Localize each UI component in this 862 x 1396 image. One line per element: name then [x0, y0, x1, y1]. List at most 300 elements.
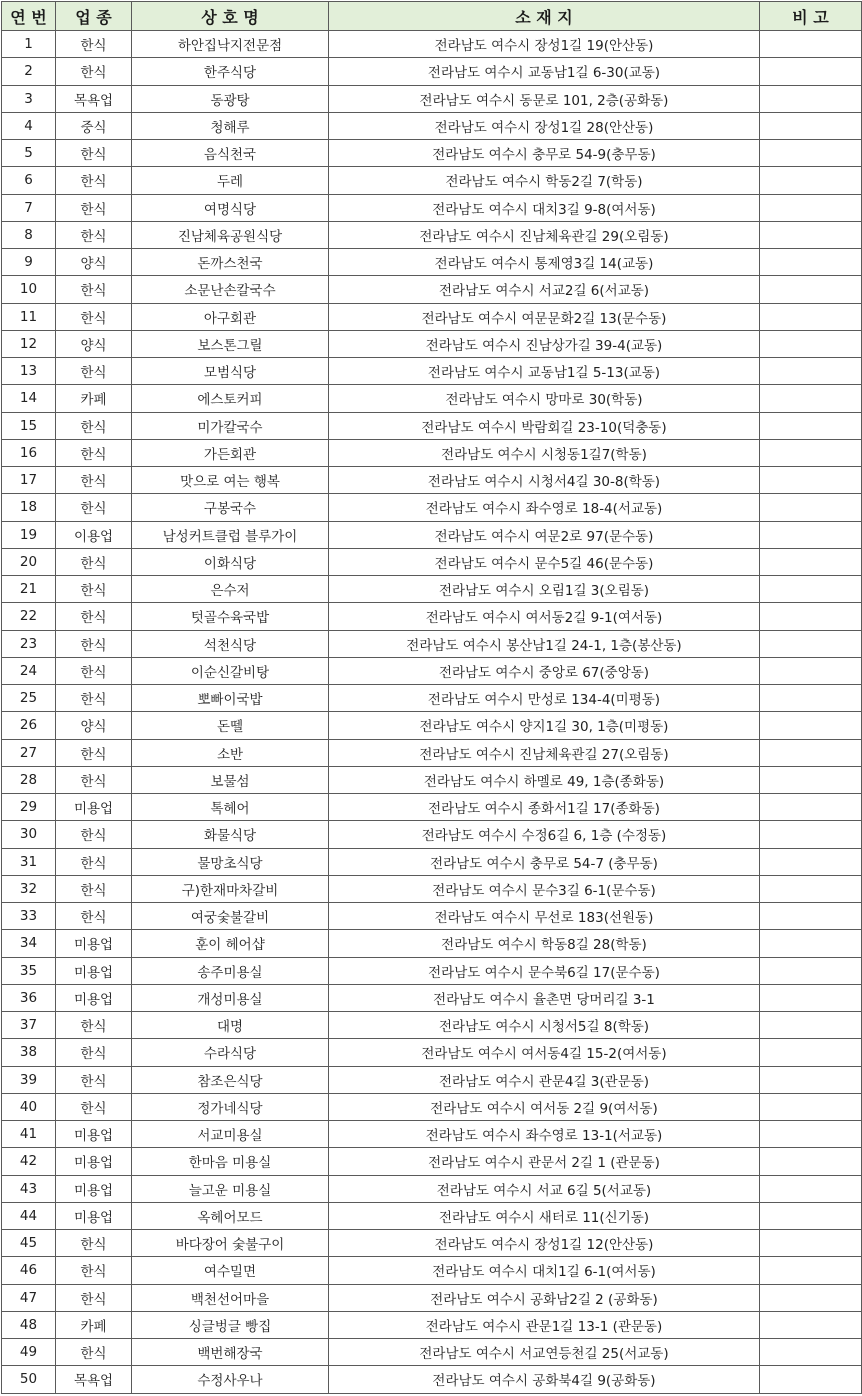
- cell-business-type: 한식: [56, 1284, 132, 1311]
- cell-business-type: 한식: [56, 657, 132, 684]
- table-row: [2, 85, 862, 112]
- cell-number: 40: [2, 1093, 56, 1120]
- cell-address: 전라남도 여수시 교동남1길 6-30(교동): [329, 58, 760, 85]
- cell-store-name: 미가칼국수: [132, 412, 329, 439]
- table-row: [2, 140, 862, 167]
- cell-business-type: 한식: [56, 1066, 132, 1093]
- cell-number: 17: [2, 467, 56, 494]
- cell-address: 전라남도 여수시 관문4길 3(관문동): [329, 1066, 760, 1093]
- cell-note: [760, 1175, 862, 1202]
- cell-note: [760, 221, 862, 248]
- cell-business-type: 미용업: [56, 1202, 132, 1229]
- cell-number: 48: [2, 1311, 56, 1338]
- cell-business-type: 한식: [56, 1339, 132, 1366]
- cell-address: 전라남도 여수시 문수5길 46(문수동): [329, 548, 760, 575]
- cell-address: 전라남도 여수시 관문서 2길 1 (관문동): [329, 1148, 760, 1175]
- cell-number: 32: [2, 875, 56, 902]
- cell-store-name: 옥헤어모드: [132, 1202, 329, 1229]
- cell-store-name: 구)한재마차갈비: [132, 875, 329, 902]
- table-row: [2, 794, 862, 821]
- cell-store-name: 참조은식당: [132, 1066, 329, 1093]
- table-row: [2, 1039, 862, 1066]
- cell-address: 전라남도 여수시 율촌면 당머리길 3-1: [329, 984, 760, 1011]
- cell-note: [760, 875, 862, 902]
- header-number: 연 번: [2, 2, 56, 31]
- cell-store-name: 톡헤어: [132, 794, 329, 821]
- cell-number: 47: [2, 1284, 56, 1311]
- cell-number: 29: [2, 794, 56, 821]
- cell-number: 44: [2, 1202, 56, 1229]
- cell-business-type: 한식: [56, 603, 132, 630]
- cell-store-name: 서교미용실: [132, 1121, 329, 1148]
- table-header: [2, 2, 862, 31]
- cell-note: [760, 330, 862, 357]
- cell-address: 전라남도 여수시 관문1길 13-1 (관문동): [329, 1311, 760, 1338]
- cell-business-type: 미용업: [56, 930, 132, 957]
- cell-store-name: 가든회관: [132, 439, 329, 466]
- cell-number: 22: [2, 603, 56, 630]
- cell-store-name: 송주미용실: [132, 957, 329, 984]
- cell-address: 전라남도 여수시 새터로 11(신기동): [329, 1202, 760, 1229]
- cell-note: [760, 984, 862, 1011]
- cell-business-type: 한식: [56, 903, 132, 930]
- cell-note: [760, 1202, 862, 1229]
- table-row: [2, 358, 862, 385]
- table-row: [2, 249, 862, 276]
- cell-number: 25: [2, 685, 56, 712]
- cell-address: 전라남도 여수시 여문2로 97(문수동): [329, 521, 760, 548]
- table-row: [2, 848, 862, 875]
- table-row: [2, 1175, 862, 1202]
- table-row: [2, 31, 862, 58]
- cell-number: 42: [2, 1148, 56, 1175]
- table-row: [2, 194, 862, 221]
- cell-store-name: 바다장어 숯불구이: [132, 1230, 329, 1257]
- cell-store-name: 백번해장국: [132, 1339, 329, 1366]
- cell-address: 전라남도 여수시 공화남2길 2 (공화동): [329, 1284, 760, 1311]
- cell-note: [760, 903, 862, 930]
- cell-address: 전라남도 여수시 서교 6길 5(서교동): [329, 1175, 760, 1202]
- cell-store-name: 이화식당: [132, 548, 329, 575]
- header-store-name: 상 호 명: [132, 2, 329, 31]
- cell-address: 전라남도 여수시 여서동4길 15-2(여서동): [329, 1039, 760, 1066]
- table-row: [2, 1012, 862, 1039]
- cell-note: [760, 1093, 862, 1120]
- cell-business-type: 미용업: [56, 957, 132, 984]
- cell-store-name: 여명식당: [132, 194, 329, 221]
- cell-number: 45: [2, 1230, 56, 1257]
- table-row: [2, 1148, 862, 1175]
- cell-number: 38: [2, 1039, 56, 1066]
- cell-address: 전라남도 여수시 시청서4길 30-8(학동): [329, 467, 760, 494]
- table-row: [2, 112, 862, 139]
- cell-business-type: 중식: [56, 112, 132, 139]
- cell-address: 전라남도 여수시 좌수영로 18-4(서교동): [329, 494, 760, 521]
- cell-store-name: 소문난손칼국수: [132, 276, 329, 303]
- table-row: [2, 548, 862, 575]
- table-row: [2, 903, 862, 930]
- table-row: [2, 494, 862, 521]
- cell-business-type: 양식: [56, 249, 132, 276]
- cell-address: 전라남도 여수시 서교2길 6(서교동): [329, 276, 760, 303]
- header-address: 소 재 지: [329, 2, 760, 31]
- cell-number: 11: [2, 303, 56, 330]
- cell-store-name: 한마음 미용실: [132, 1148, 329, 1175]
- cell-number: 7: [2, 194, 56, 221]
- cell-note: [760, 412, 862, 439]
- cell-store-name: 뽀빠이국밥: [132, 685, 329, 712]
- cell-business-type: 한식: [56, 739, 132, 766]
- header-note: 비 고: [760, 2, 862, 31]
- table-row: [2, 576, 862, 603]
- cell-note: [760, 31, 862, 58]
- cell-business-type: 한식: [56, 1093, 132, 1120]
- cell-store-name: 물망초식당: [132, 848, 329, 875]
- cell-store-name: 대명: [132, 1012, 329, 1039]
- cell-business-type: 한식: [56, 1257, 132, 1284]
- cell-note: [760, 276, 862, 303]
- cell-number: 9: [2, 249, 56, 276]
- cell-address: 전라남도 여수시 좌수영로 13-1(서교동): [329, 1121, 760, 1148]
- table-row: [2, 821, 862, 848]
- cell-note: [760, 58, 862, 85]
- cell-number: 4: [2, 112, 56, 139]
- cell-number: 5: [2, 140, 56, 167]
- cell-address: 전라남도 여수시 종화서1길 17(종화동): [329, 794, 760, 821]
- cell-store-name: 에스토커피: [132, 385, 329, 412]
- cell-note: [760, 467, 862, 494]
- cell-business-type: 한식: [56, 875, 132, 902]
- cell-business-type: 미용업: [56, 794, 132, 821]
- cell-number: 39: [2, 1066, 56, 1093]
- cell-number: 16: [2, 439, 56, 466]
- cell-note: [760, 794, 862, 821]
- table-row: [2, 603, 862, 630]
- cell-business-type: 한식: [56, 1039, 132, 1066]
- cell-note: [760, 657, 862, 684]
- cell-business-type: 한식: [56, 630, 132, 657]
- cell-store-name: 개성미용실: [132, 984, 329, 1011]
- cell-note: [760, 1148, 862, 1175]
- cell-business-type: 한식: [56, 358, 132, 385]
- cell-business-type: 카페: [56, 385, 132, 412]
- table-row: [2, 276, 862, 303]
- cell-note: [760, 521, 862, 548]
- cell-address: 전라남도 여수시 통제영3길 14(교동): [329, 249, 760, 276]
- cell-business-type: 이용업: [56, 521, 132, 548]
- cell-number: 43: [2, 1175, 56, 1202]
- table-row: [2, 1257, 862, 1284]
- cell-number: 35: [2, 957, 56, 984]
- cell-note: [760, 1366, 862, 1393]
- cell-note: [760, 1066, 862, 1093]
- cell-address: 전라남도 여수시 여서동2길 9-1(여서동): [329, 603, 760, 630]
- cell-store-name: 한주식당: [132, 58, 329, 85]
- table-row: [2, 521, 862, 548]
- table-body: [2, 31, 862, 1394]
- cell-store-name: 두레: [132, 167, 329, 194]
- cell-business-type: 한식: [56, 439, 132, 466]
- cell-business-type: 한식: [56, 194, 132, 221]
- table-row: [2, 412, 862, 439]
- cell-store-name: 늘고운 미용실: [132, 1175, 329, 1202]
- cell-note: [760, 848, 862, 875]
- table-row: [2, 957, 862, 984]
- cell-store-name: 구봉국수: [132, 494, 329, 521]
- cell-address: 전라남도 여수시 학동8길 28(학동): [329, 930, 760, 957]
- cell-note: [760, 603, 862, 630]
- cell-business-type: 한식: [56, 685, 132, 712]
- cell-business-type: 미용업: [56, 1121, 132, 1148]
- cell-store-name: 화물식당: [132, 821, 329, 848]
- cell-number: 18: [2, 494, 56, 521]
- cell-number: 46: [2, 1257, 56, 1284]
- cell-address: 전라남도 여수시 학동2길 7(학동): [329, 167, 760, 194]
- cell-business-type: 목욕업: [56, 1366, 132, 1393]
- cell-number: 26: [2, 712, 56, 739]
- cell-note: [760, 930, 862, 957]
- table-row: [2, 167, 862, 194]
- cell-note: [760, 548, 862, 575]
- cell-business-type: 한식: [56, 494, 132, 521]
- cell-address: 전라남도 여수시 망마로 30(학동): [329, 385, 760, 412]
- cell-number: 2: [2, 58, 56, 85]
- cell-business-type: 한식: [56, 303, 132, 330]
- cell-business-type: 한식: [56, 412, 132, 439]
- cell-number: 36: [2, 984, 56, 1011]
- cell-note: [760, 957, 862, 984]
- cell-business-type: 한식: [56, 848, 132, 875]
- cell-number: 12: [2, 330, 56, 357]
- cell-store-name: 싱글벙글 빵집: [132, 1311, 329, 1338]
- cell-business-type: 한식: [56, 766, 132, 793]
- cell-number: 13: [2, 358, 56, 385]
- cell-business-type: 목욕업: [56, 85, 132, 112]
- table-row: [2, 1366, 862, 1393]
- cell-note: [760, 167, 862, 194]
- cell-store-name: 돈까스천국: [132, 249, 329, 276]
- table-row: [2, 58, 862, 85]
- cell-store-name: 남성커트클럽 블루가이: [132, 521, 329, 548]
- cell-number: 49: [2, 1339, 56, 1366]
- cell-store-name: 정가네식당: [132, 1093, 329, 1120]
- cell-business-type: 미용업: [56, 1148, 132, 1175]
- cell-business-type: 한식: [56, 576, 132, 603]
- cell-business-type: 한식: [56, 1230, 132, 1257]
- cell-store-name: 여수밀면: [132, 1257, 329, 1284]
- cell-address: 전라남도 여수시 하멜로 49, 1층(종화동): [329, 766, 760, 793]
- cell-store-name: 맛으로 여는 행복: [132, 467, 329, 494]
- cell-note: [760, 685, 862, 712]
- cell-note: [760, 249, 862, 276]
- cell-address: 전라남도 여수시 대치1길 6-1(여서동): [329, 1257, 760, 1284]
- cell-note: [760, 821, 862, 848]
- cell-store-name: 은수저: [132, 576, 329, 603]
- cell-business-type: 한식: [56, 31, 132, 58]
- cell-address: 전라남도 여수시 진남상가길 39-4(교동): [329, 330, 760, 357]
- header-row: [2, 2, 862, 31]
- cell-note: [760, 1012, 862, 1039]
- cell-business-type: 한식: [56, 167, 132, 194]
- cell-store-name: 청해루: [132, 112, 329, 139]
- cell-number: 15: [2, 412, 56, 439]
- cell-number: 30: [2, 821, 56, 848]
- cell-address: 전라남도 여수시 여문문화2길 13(문수동): [329, 303, 760, 330]
- cell-address: 전라남도 여수시 중앙로 67(중앙동): [329, 657, 760, 684]
- cell-address: 전라남도 여수시 대치3길 9-8(여서동): [329, 194, 760, 221]
- cell-number: 14: [2, 385, 56, 412]
- cell-note: [760, 358, 862, 385]
- cell-number: 33: [2, 903, 56, 930]
- cell-note: [760, 712, 862, 739]
- cell-note: [760, 1257, 862, 1284]
- cell-address: 전라남도 여수시 봉산남1길 24-1, 1층(봉산동): [329, 630, 760, 657]
- cell-store-name: 백천선어마을: [132, 1284, 329, 1311]
- table-row: [2, 712, 862, 739]
- table-row: [2, 1311, 862, 1338]
- cell-business-type: 양식: [56, 330, 132, 357]
- cell-business-type: 한식: [56, 548, 132, 575]
- cell-address: 전라남도 여수시 시청서5길 8(학동): [329, 1012, 760, 1039]
- cell-store-name: 보물섬: [132, 766, 329, 793]
- cell-note: [760, 1039, 862, 1066]
- table-row: [2, 221, 862, 248]
- cell-note: [760, 1284, 862, 1311]
- cell-number: 10: [2, 276, 56, 303]
- cell-store-name: 수라식당: [132, 1039, 329, 1066]
- cell-note: [760, 1230, 862, 1257]
- cell-address: 전라남도 여수시 서교연등천길 25(서교동): [329, 1339, 760, 1366]
- cell-number: 21: [2, 576, 56, 603]
- cell-address: 전라남도 여수시 진남체육관길 27(오림동): [329, 739, 760, 766]
- header-business-type: 업 종: [56, 2, 132, 31]
- cell-note: [760, 1311, 862, 1338]
- cell-business-type: 한식: [56, 1012, 132, 1039]
- cell-note: [760, 112, 862, 139]
- table-row: [2, 739, 862, 766]
- cell-number: 24: [2, 657, 56, 684]
- cell-address: 전라남도 여수시 만성로 134-4(미평동): [329, 685, 760, 712]
- cell-business-type: 한식: [56, 276, 132, 303]
- table-row: [2, 1202, 862, 1229]
- cell-store-name: 보스톤그릴: [132, 330, 329, 357]
- table-row: [2, 1121, 862, 1148]
- cell-address: 전라남도 여수시 여서동 2길 9(여서동): [329, 1093, 760, 1120]
- cell-address: 전라남도 여수시 충무로 54-9(충무동): [329, 140, 760, 167]
- table-row: [2, 685, 862, 712]
- cell-number: 1: [2, 31, 56, 58]
- cell-address: 전라남도 여수시 장성1길 28(안산동): [329, 112, 760, 139]
- cell-business-type: 카페: [56, 1311, 132, 1338]
- table-row: [2, 657, 862, 684]
- cell-note: [760, 576, 862, 603]
- table-row: [2, 875, 862, 902]
- cell-note: [760, 766, 862, 793]
- cell-store-name: 소반: [132, 739, 329, 766]
- cell-note: [760, 194, 862, 221]
- cell-note: [760, 494, 862, 521]
- cell-number: 31: [2, 848, 56, 875]
- table-row: [2, 330, 862, 357]
- table-row: [2, 467, 862, 494]
- cell-note: [760, 303, 862, 330]
- cell-address: 전라남도 여수시 수정6길 6, 1층 (수정동): [329, 821, 760, 848]
- cell-note: [760, 739, 862, 766]
- cell-business-type: 한식: [56, 221, 132, 248]
- cell-address: 전라남도 여수시 박람회길 23-10(덕충동): [329, 412, 760, 439]
- cell-business-type: 미용업: [56, 1175, 132, 1202]
- table-row: [2, 1066, 862, 1093]
- table-row: [2, 1230, 862, 1257]
- table-row: [2, 766, 862, 793]
- cell-number: 37: [2, 1012, 56, 1039]
- cell-address: 전라남도 여수시 문수3길 6-1(문수동): [329, 875, 760, 902]
- cell-address: 전라남도 여수시 장성1길 12(안산동): [329, 1230, 760, 1257]
- cell-business-type: 한식: [56, 58, 132, 85]
- cell-address: 전라남도 여수시 무선로 183(선원동): [329, 903, 760, 930]
- cell-store-name: 여궁숯불갈비: [132, 903, 329, 930]
- table-row: [2, 984, 862, 1011]
- cell-business-type: 한식: [56, 467, 132, 494]
- cell-address: 전라남도 여수시 양지1길 30, 1층(미평동): [329, 712, 760, 739]
- cell-number: 8: [2, 221, 56, 248]
- table-row: [2, 630, 862, 657]
- cell-store-name: 음식천국: [132, 140, 329, 167]
- cell-store-name: 돈뗄: [132, 712, 329, 739]
- cell-store-name: 진남체육공원식당: [132, 221, 329, 248]
- cell-business-type: 한식: [56, 821, 132, 848]
- cell-number: 6: [2, 167, 56, 194]
- cell-note: [760, 1339, 862, 1366]
- cell-number: 34: [2, 930, 56, 957]
- cell-number: 3: [2, 85, 56, 112]
- cell-address: 전라남도 여수시 진남체육관길 29(오림동): [329, 221, 760, 248]
- cell-note: [760, 630, 862, 657]
- cell-store-name: 동광탕: [132, 85, 329, 112]
- cell-number: 50: [2, 1366, 56, 1393]
- cell-business-type: 미용업: [56, 984, 132, 1011]
- table-row: [2, 303, 862, 330]
- cell-store-name: 모범식당: [132, 358, 329, 385]
- cell-note: [760, 140, 862, 167]
- cell-store-name: 이순신갈비탕: [132, 657, 329, 684]
- cell-number: 28: [2, 766, 56, 793]
- cell-store-name: 하안집낙지전문점: [132, 31, 329, 58]
- cell-address: 전라남도 여수시 문수북6길 17(문수동): [329, 957, 760, 984]
- cell-address: 전라남도 여수시 충무로 54-7 (충무동): [329, 848, 760, 875]
- cell-store-name: 아구회관: [132, 303, 329, 330]
- cell-number: 19: [2, 521, 56, 548]
- cell-store-name: 텃골수육국밥: [132, 603, 329, 630]
- store-list-table: [1, 1, 862, 1394]
- table-row: [2, 1093, 862, 1120]
- cell-store-name: 수정사우나: [132, 1366, 329, 1393]
- cell-address: 전라남도 여수시 공화북4길 9(공화동): [329, 1366, 760, 1393]
- cell-address: 전라남도 여수시 장성1길 19(안산동): [329, 31, 760, 58]
- cell-number: 20: [2, 548, 56, 575]
- cell-number: 27: [2, 739, 56, 766]
- cell-note: [760, 85, 862, 112]
- cell-store-name: 훈이 헤어샵: [132, 930, 329, 957]
- cell-note: [760, 385, 862, 412]
- cell-business-type: 한식: [56, 140, 132, 167]
- cell-address: 전라남도 여수시 동문로 101, 2층(공화동): [329, 85, 760, 112]
- cell-business-type: 양식: [56, 712, 132, 739]
- cell-address: 전라남도 여수시 시청동1길7(학동): [329, 439, 760, 466]
- cell-number: 23: [2, 630, 56, 657]
- cell-address: 전라남도 여수시 교동남1길 5-13(교동): [329, 358, 760, 385]
- cell-note: [760, 1121, 862, 1148]
